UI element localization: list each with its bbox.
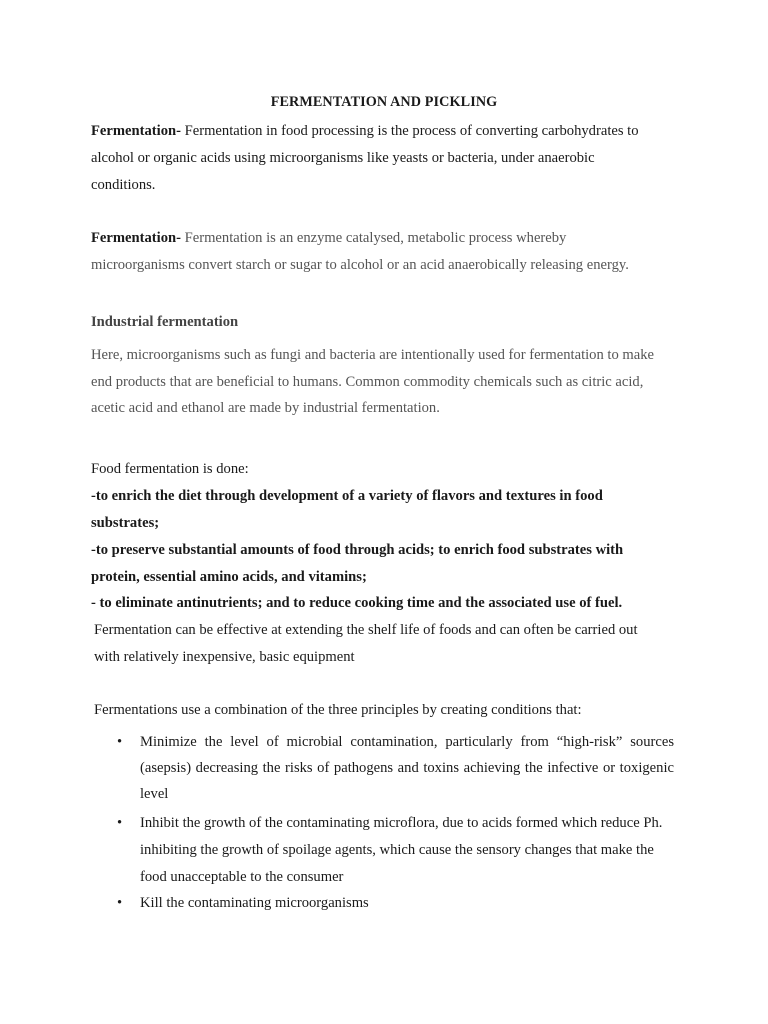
principles-intro: Fermentations use a combination of the three principles by creating conditions that: [94,702,582,718]
heading-industrial-fermentation: Industrial fermentation [91,314,239,330]
para2-line-1 [91,229,566,247]
bullet-2-line-2: inhibiting the growth of spoilage agents, which cause the sensory changes that make the [140,842,654,858]
para2-label: Fermentation- [91,230,181,246]
food-point-line-4: protein, essential amino acids, and vitamins; [91,569,367,585]
bullet-1-mark: • [117,734,123,750]
para1-line-1 [91,122,639,140]
para3-line-1: Here, microorganisms such as fungi and bacteria are intentionally used for fermentation to make [91,347,655,363]
bullet-2-line-3: food unacceptable to the consumer [140,869,344,885]
para3-line-2: end products that are beneficial to humans. Common commodity chemicals such as citric acid, [91,374,644,390]
para1-text-1: Fermentation in food processing is the process of converting carbohydrates to [180,123,639,139]
document-title: FERMENTATION AND PICKLING [270,94,498,110]
food-point-line-5: - to eliminate antinutrients; and to reduce cooking time and the associated use of fuel. [91,595,623,611]
bullet-1-line-2: (asepsis) decreasing the risks of pathogens and toxins achieving the infective or toxigenic [140,760,674,776]
para2-text-1: Fermentation is an enzyme catalysed, metabolic process whereby [180,230,567,246]
bullet-1-line-3: level [140,786,169,802]
para1-line-2: alcohol or organic acids using microorganisms like yeasts or bacteria, under anaerobic [91,150,595,166]
bullet-3-line-1: Kill the contaminating microorganisms [140,895,369,911]
para4-line-1: Fermentation can be effective at extending the shelf life of foods and can often be carried out [94,622,638,638]
food-point-line-1: -to enrich the diet through development of a variety of flavors and textures in food [91,488,603,504]
para1-line-3: conditions. [91,177,156,193]
para2-line-2: microorganisms convert starch or sugar to alcohol or an acid anaerobically releasing energy. [91,257,629,273]
bullet-2-mark: • [117,815,123,831]
food-point-line-2: substrates; [91,515,160,531]
bullet-2-line-1: Inhibit the growth of the contaminating microflora, due to acids formed which reduce Ph. [140,815,663,831]
bullet-3-mark: • [117,895,123,911]
food-intro: Food fermentation is done: [91,461,249,477]
food-point-line-3: -to preserve substantial amounts of food through acids; to enrich food substrates with [91,542,624,558]
bullet-1-line-1: Minimize the level of microbial contamination, particularly from “high-risk” sources [140,734,674,750]
para4-line-2: with relatively inexpensive, basic equipment [94,649,355,665]
para3-line-3: acetic acid and ethanol are made by industrial fermentation. [91,400,440,416]
para1-label: Fermentation- [91,123,181,139]
